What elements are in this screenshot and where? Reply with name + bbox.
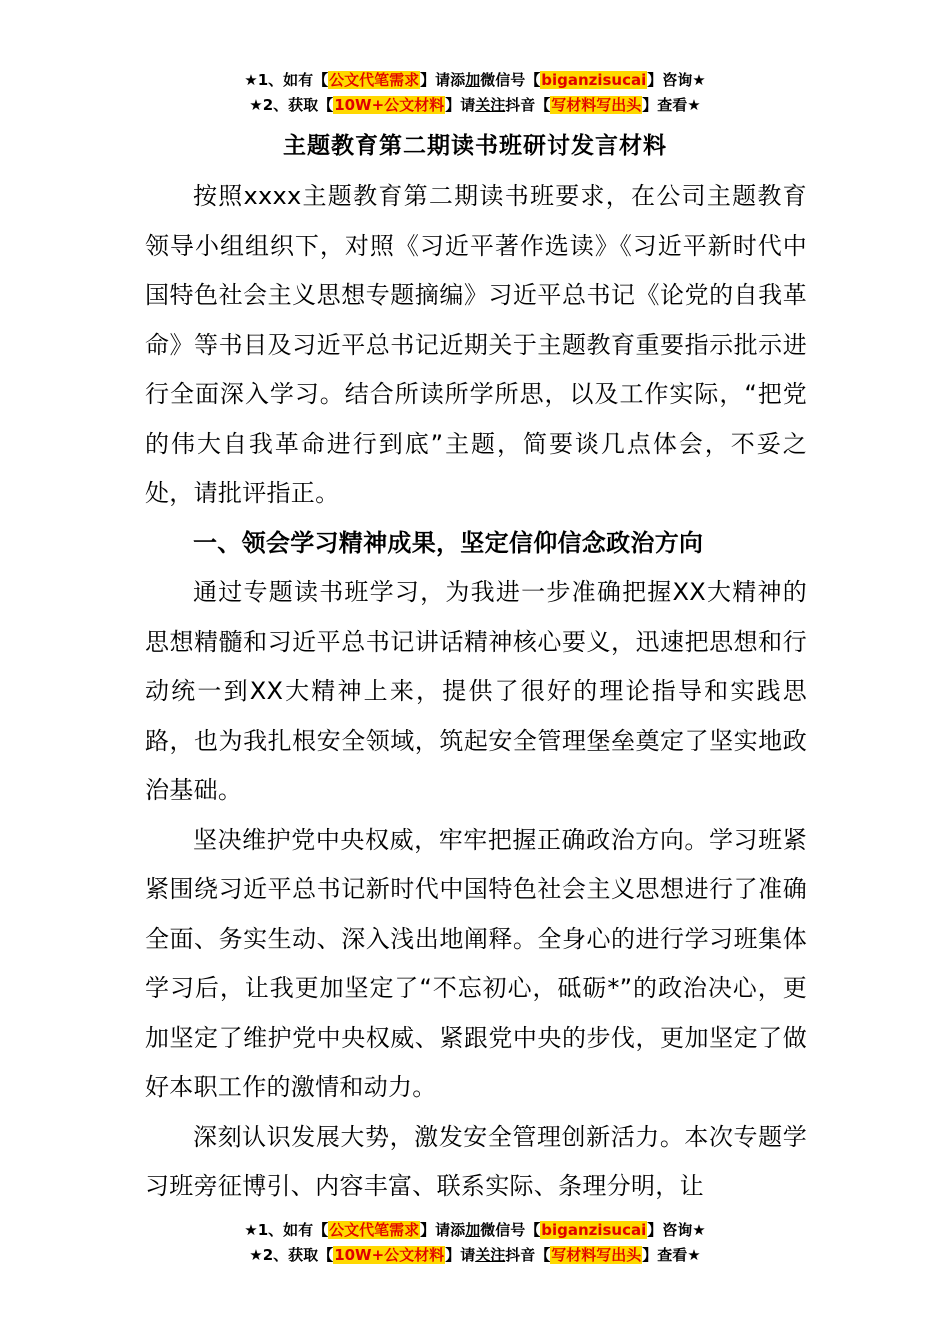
banner-text: 】查看★ <box>642 96 701 114</box>
banner-line-2 <box>0 1243 950 1268</box>
banner-text: 】请 <box>445 96 476 114</box>
intro-paragraph: 按照xxxx主题教育第二期读书班要求，在公司主题教育领导小组组织下，对照《习近平著作选读》《习近平新时代中国特色社会主义思想专题摘编》习近平总书记《论党的自我革命》等书目及习近平总书记近期关于主题教育重要指示批示进行全面深入学习。结合所读所学所思，以及工作实际，“把党的伟大自我革命进行到底”主题，简要谈几点体会，不妥之处，请批评指正。 <box>145 182 807 507</box>
banner-text: 微信号【 <box>480 1221 541 1239</box>
banner-text: 抖音【 <box>505 1246 551 1264</box>
banner-highlight-wechat-id: biganzisucai <box>541 1221 647 1239</box>
banner-text: 关注 <box>475 1246 506 1264</box>
banner-text: 】请添 <box>420 1221 466 1239</box>
banner-text: 】请 <box>445 1246 476 1264</box>
banner-text: ★1、如有【 <box>244 71 329 89</box>
banner-line-1 <box>0 1218 950 1243</box>
section-heading-1: 一、领会学习精神成果，坚定信仰信念政治方向 <box>193 528 704 557</box>
section1-paragraph-3: 深刻认识发展大势，激发安全管理创新活力。本次专题学习班旁征博引、内容丰富、联系实际、条理分明，让 <box>145 1122 807 1200</box>
banner-text: 微信号【 <box>480 71 541 89</box>
banner-text: 】咨询★ <box>647 71 706 89</box>
bottom-banner <box>0 1218 950 1268</box>
banner-text: 】查看★ <box>642 1246 701 1264</box>
section1-paragraph-2: 坚决维护党中央权威，牢牢把握正确政治方向。学习班紧紧围绕习近平总书记新时代中国特色社会主义思想进行了准确全面、务实生动、深入浅出地阐释。全身心的进行学习班集体学习后，让我更加坚定了“不忘初心，砥砺*”的政治决心，更加坚定了维护党中央权威、紧跟党中央的步伐，更加坚定了做好本职工作的激情和动力。 <box>145 825 807 1101</box>
top-banner <box>0 68 950 118</box>
document-title: 主题教育第二期读书班研讨发言材料 <box>283 133 667 159</box>
banner-highlight-douyin: 写材料写出头 <box>551 1246 642 1264</box>
banner-text: 关注 <box>475 96 506 114</box>
banner-text: ★1、如有【 <box>244 1221 329 1239</box>
banner-highlight-wechat-id: biganzisucai <box>541 71 647 89</box>
section1-paragraph-1: 通过专题读书班学习，为我进一步准确把握XX大精神的思想精髓和习近平总书记讲话精神核心要义，迅速把思想和行动统一到XX大精神上来，提供了很好的理论指导和实践思路，也为我扎根安全领域，筑起安全管理堡垒奠定了坚实地政治基础。 <box>145 578 807 804</box>
banner-text: ★2、获取【 <box>249 96 334 114</box>
banner-text: 抖音【 <box>505 96 551 114</box>
banner-highlight-service: 公文代笔需求 <box>329 1221 420 1239</box>
banner-highlight-service: 公文代笔需求 <box>329 71 420 89</box>
banner-highlight-materials: 10W+公文材料 <box>334 1246 445 1264</box>
banner-highlight-materials: 10W+公文材料 <box>334 96 445 114</box>
banner-highlight-douyin: 写材料写出头 <box>551 96 642 114</box>
banner-text: ★2、获取【 <box>249 1246 334 1264</box>
banner-text: 】咨询★ <box>647 1221 706 1239</box>
document-body <box>145 172 807 1212</box>
banner-text: 】请添 <box>420 71 466 89</box>
banner-line-1 <box>0 68 950 93</box>
banner-text: 加 <box>465 71 481 89</box>
banner-text: 加 <box>465 1221 481 1239</box>
banner-line-2 <box>0 93 950 118</box>
